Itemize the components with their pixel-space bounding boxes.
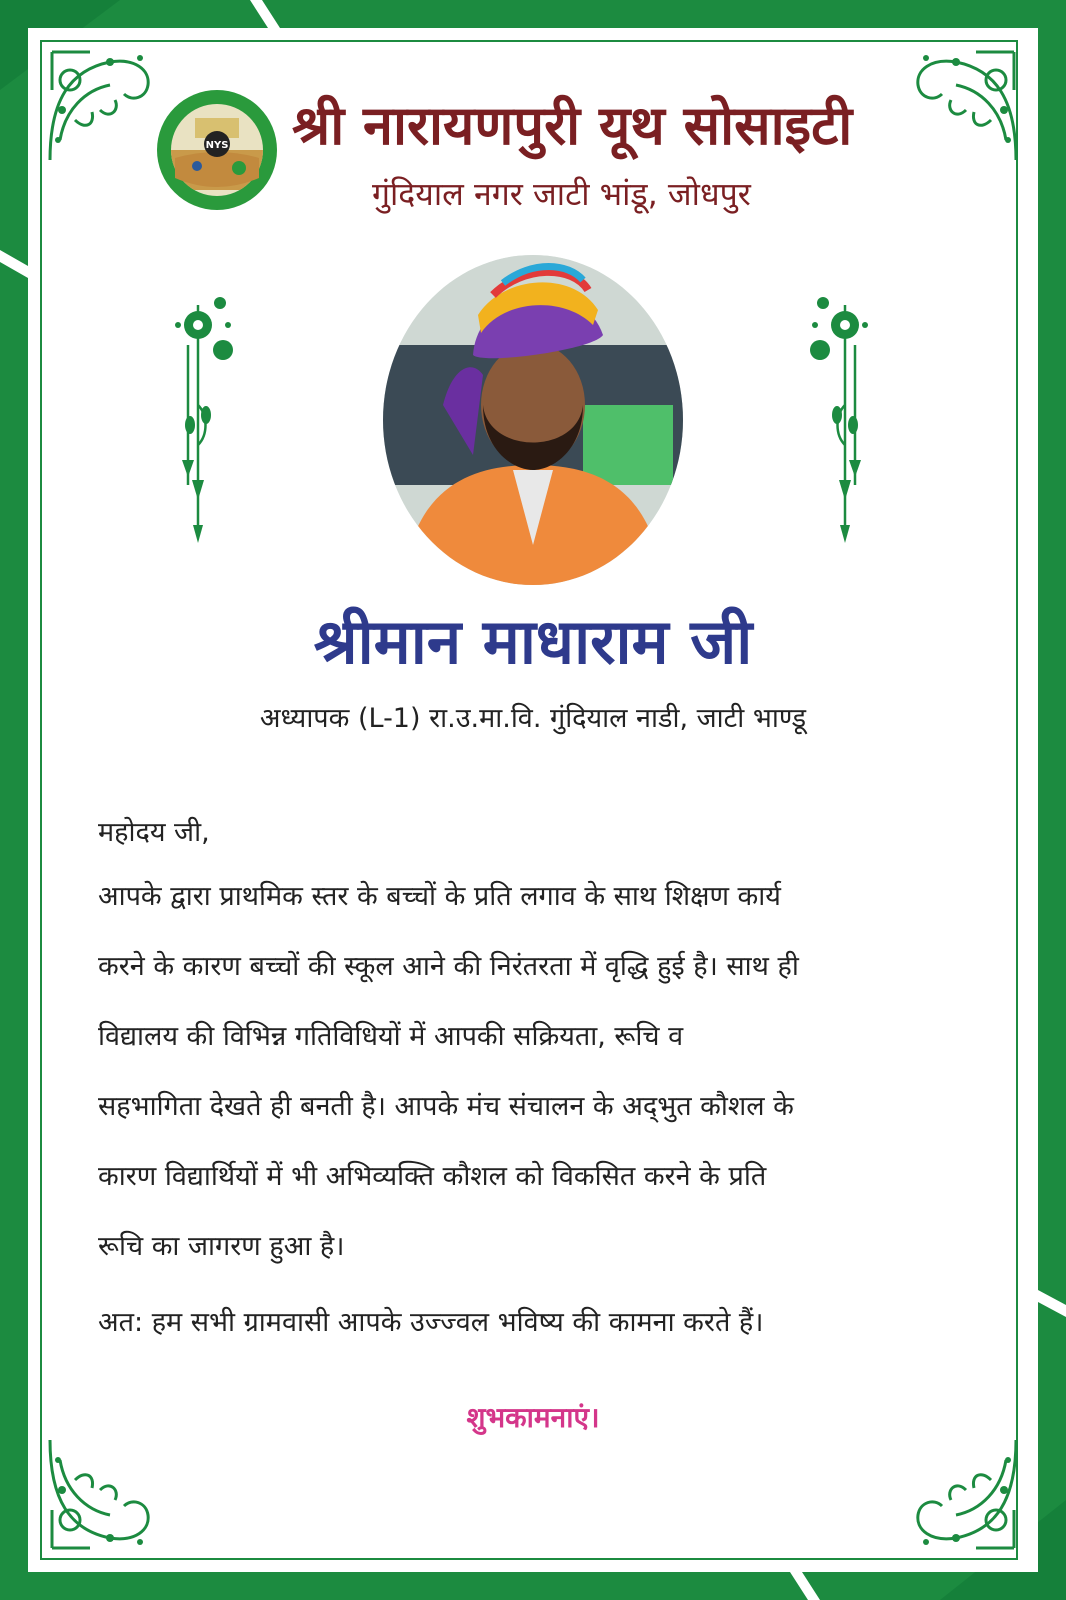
corner-ornament-bottom-right <box>896 1430 1026 1560</box>
letter-line: विद्यालय की विभिन्न गतिविधियों में आपकी सक्रियता, रूचि व <box>98 1021 684 1052</box>
closing-wishes: शुभकामनाएं। <box>466 1401 600 1434</box>
portrait-illustration <box>383 255 683 585</box>
org-subtitle: गुंदियाल नगर जाटी भांडू, जोधपुर <box>372 175 751 213</box>
corner-ornament-bottom-left <box>40 1430 170 1560</box>
letter-line: करने के कारण बच्चों की स्कूल आने की निरंतरता में वृद्धि हुई है। साथ ही <box>98 951 799 982</box>
letter-line: रूचि का जागरण हुआ है। <box>98 1231 345 1262</box>
honoree-designation: अध्यापक (L-1) रा.उ.मा.वि. गुंदियाल नाडी, जाटी भाण्डू <box>259 703 807 734</box>
letter-line: आपके द्वारा प्राथमिक स्तर के बच्चों के प्रति लगाव के साथ शिक्षण कार्य <box>98 881 781 912</box>
honoree-name: श्रीमान माधाराम जी <box>313 605 753 678</box>
honoree-photo <box>383 255 683 585</box>
org-title: श्री नारायणपुरी यूथ सोसाइटी <box>292 93 853 157</box>
corner-ornament-top-left <box>40 40 170 170</box>
letter-line: कारण विद्यार्थियों में भी अभिव्यक्ति कौशल को विकसित करने के प्रति <box>98 1161 767 1192</box>
floral-vine-left <box>168 285 248 555</box>
society-logo <box>155 88 279 212</box>
logo-center-text: NYS <box>205 140 229 151</box>
letter-greeting: महोदय जी, <box>98 817 210 848</box>
corner-ornament-top-right <box>896 40 1026 170</box>
floral-vine-right <box>795 285 875 555</box>
letter-line: सहभागिता देखते ही बनती है। आपके मंच संचालन के अद्‌भुत कौशल के <box>98 1091 794 1122</box>
letter-line: अत: हम सभी ग्रामवासी आपके उज्ज्वल भविष्य की कामना करते हैं। <box>98 1307 764 1338</box>
